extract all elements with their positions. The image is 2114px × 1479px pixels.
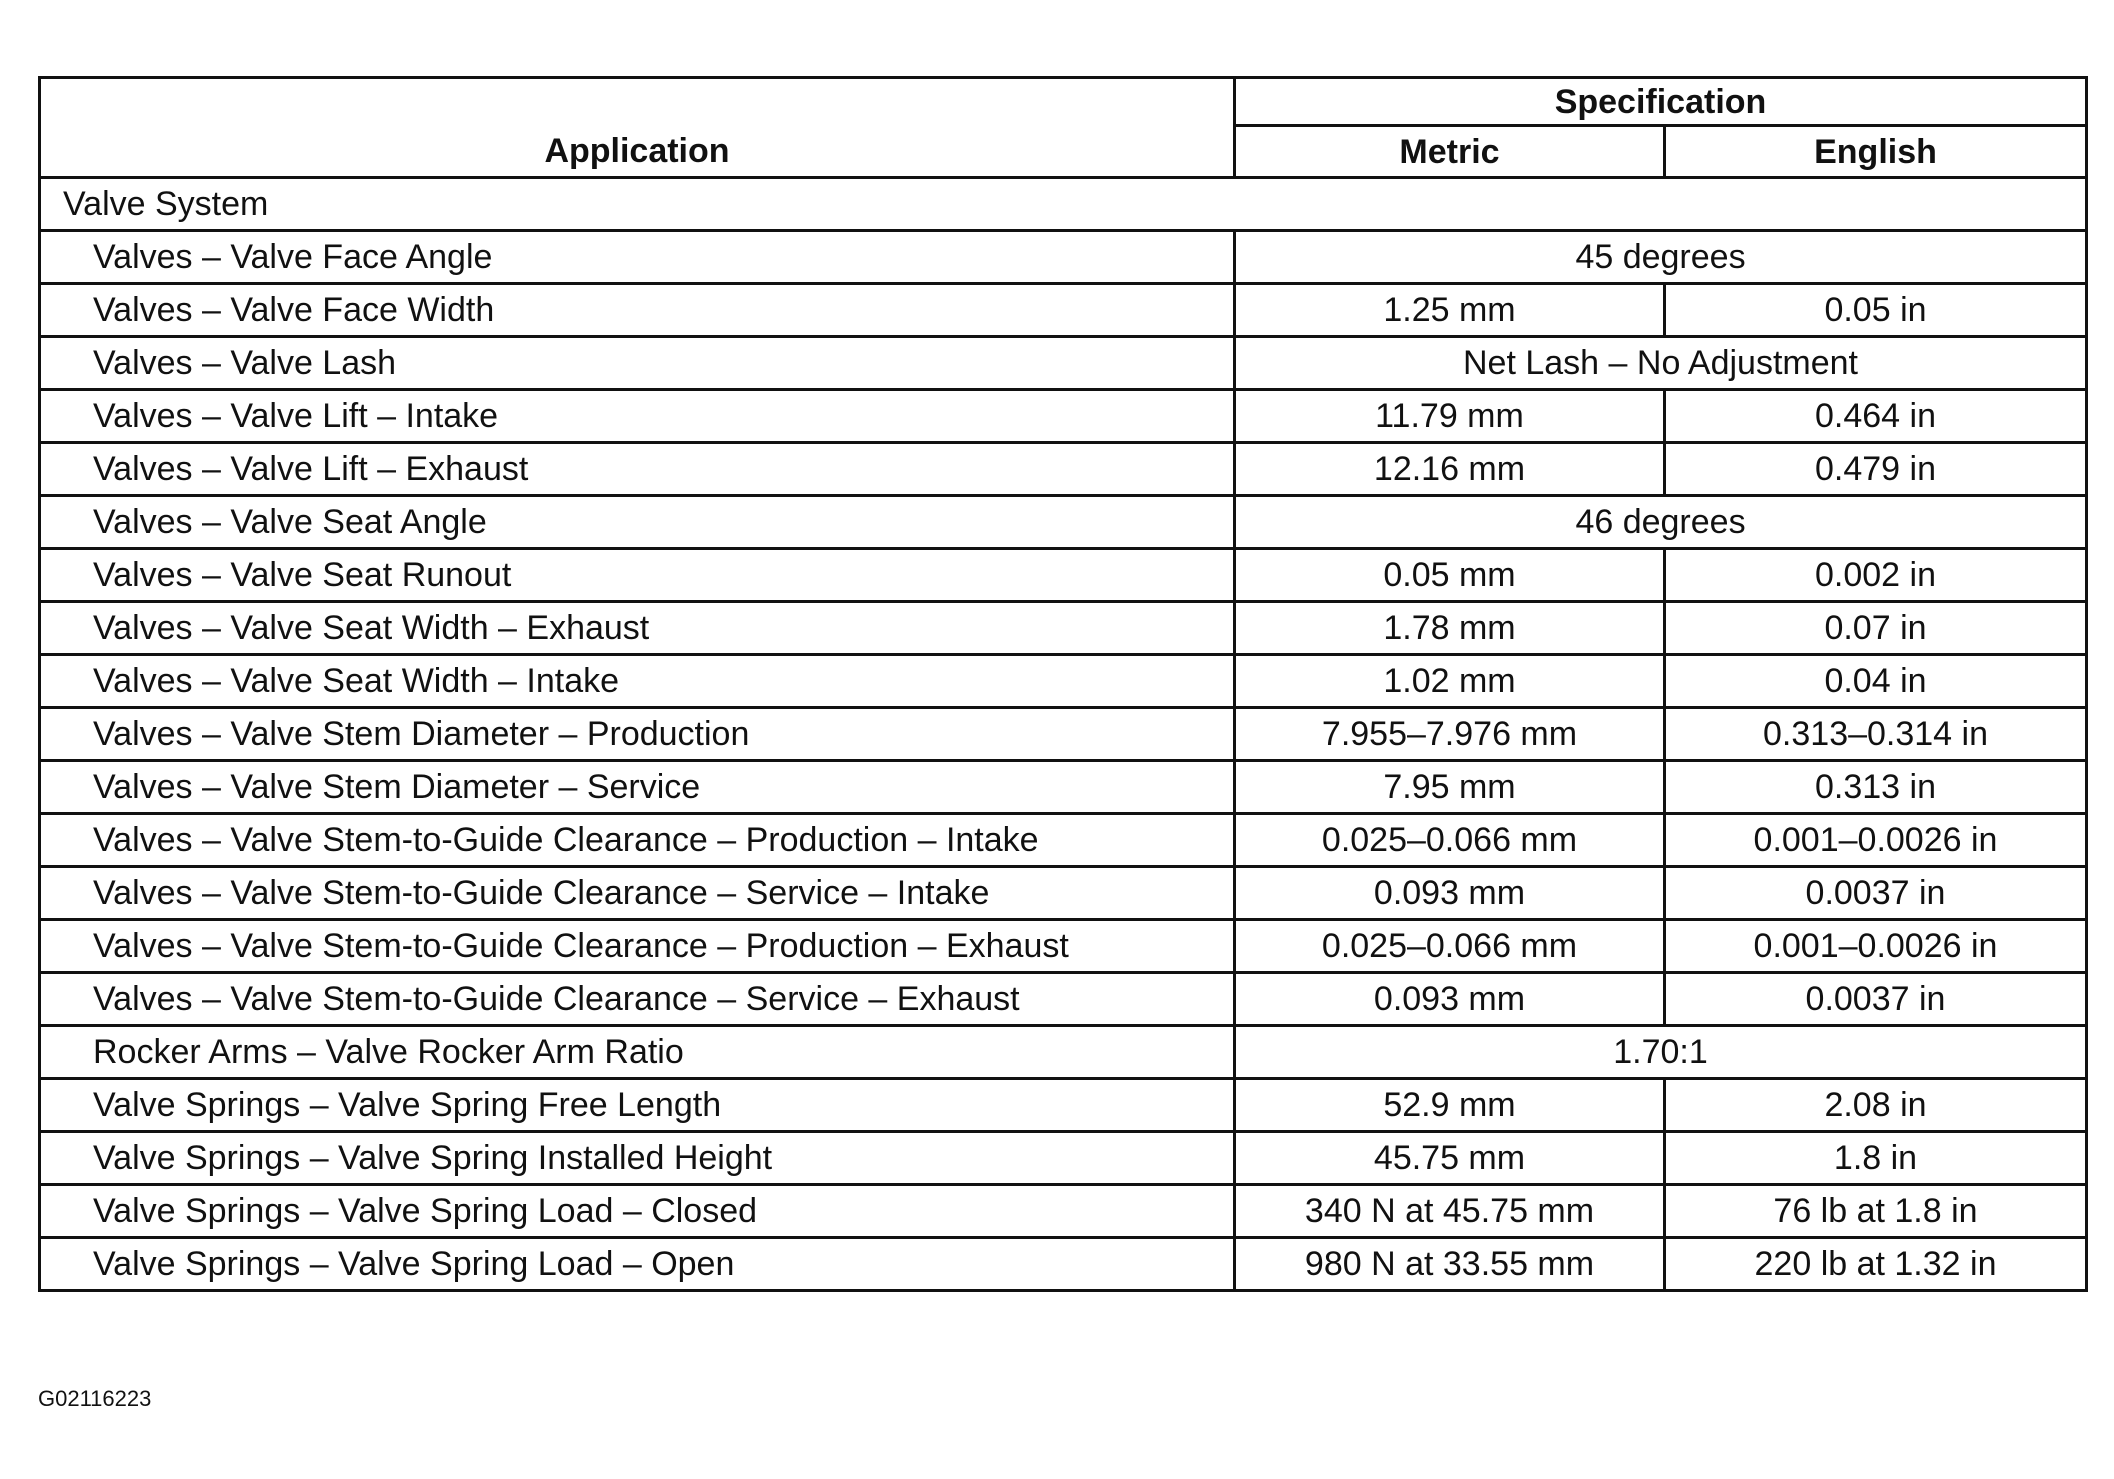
application-cell: Valves – Valve Seat Runout bbox=[40, 549, 1235, 602]
metric-cell: 12.16 mm bbox=[1235, 443, 1665, 496]
application-cell: Valve Springs – Valve Spring Free Length bbox=[40, 1079, 1235, 1132]
application-cell: Valves – Valve Stem Diameter – Service bbox=[40, 761, 1235, 814]
specification-header: Specification bbox=[1235, 78, 2087, 126]
table-row bbox=[40, 443, 2087, 496]
table-row bbox=[40, 708, 2087, 761]
application-cell: Valve Springs – Valve Spring Load – Open bbox=[40, 1238, 1235, 1291]
application-cell: Valves – Valve Lift – Exhaust bbox=[40, 443, 1235, 496]
application-cell: Valves – Valve Face Width bbox=[40, 284, 1235, 337]
section-title: Valve System bbox=[40, 178, 2087, 231]
table-row bbox=[40, 973, 2087, 1026]
english-cell: 0.313–0.314 in bbox=[1665, 708, 2087, 761]
english-cell: 220 lb at 1.32 in bbox=[1665, 1238, 2087, 1291]
table-row bbox=[40, 655, 2087, 708]
table-row bbox=[40, 1079, 2087, 1132]
combined-spec-cell: 46 degrees bbox=[1235, 496, 2087, 549]
application-cell: Valve Springs – Valve Spring Load – Closed bbox=[40, 1185, 1235, 1238]
english-header: English bbox=[1665, 126, 2087, 178]
table-row bbox=[40, 337, 2087, 390]
combined-spec-cell: Net Lash – No Adjustment bbox=[1235, 337, 2087, 390]
metric-header: Metric bbox=[1235, 126, 1665, 178]
english-cell: 2.08 in bbox=[1665, 1079, 2087, 1132]
metric-cell: 45.75 mm bbox=[1235, 1132, 1665, 1185]
application-cell: Valve Springs – Valve Spring Installed Height bbox=[40, 1132, 1235, 1185]
spec-table bbox=[38, 76, 2088, 1292]
combined-spec-cell: 1.70:1 bbox=[1235, 1026, 2087, 1079]
table-row bbox=[40, 920, 2087, 973]
english-cell: 1.8 in bbox=[1665, 1132, 2087, 1185]
application-header: Application bbox=[40, 78, 1235, 178]
table-row bbox=[40, 1132, 2087, 1185]
application-cell: Valves – Valve Seat Width – Exhaust bbox=[40, 602, 1235, 655]
application-cell: Valves – Valve Face Angle bbox=[40, 231, 1235, 284]
english-cell: 0.464 in bbox=[1665, 390, 2087, 443]
table-row bbox=[40, 549, 2087, 602]
application-cell: Valves – Valve Seat Width – Intake bbox=[40, 655, 1235, 708]
english-cell: 0.05 in bbox=[1665, 284, 2087, 337]
table-row bbox=[40, 231, 2087, 284]
table-row bbox=[40, 496, 2087, 549]
table-row bbox=[40, 814, 2087, 867]
section-row bbox=[40, 178, 2087, 231]
metric-cell: 1.78 mm bbox=[1235, 602, 1665, 655]
metric-cell: 1.25 mm bbox=[1235, 284, 1665, 337]
figure-id: G02116223 bbox=[38, 1386, 152, 1411]
application-cell: Valves – Valve Stem-to-Guide Clearance – Service – Exhaust bbox=[40, 973, 1235, 1026]
table-row bbox=[40, 602, 2087, 655]
english-cell: 76 lb at 1.8 in bbox=[1665, 1185, 2087, 1238]
metric-cell: 0.025–0.066 mm bbox=[1235, 920, 1665, 973]
application-cell: Valves – Valve Stem-to-Guide Clearance – Production – Exhaust bbox=[40, 920, 1235, 973]
table-row bbox=[40, 867, 2087, 920]
application-cell: Valves – Valve Seat Angle bbox=[40, 496, 1235, 549]
english-cell: 0.479 in bbox=[1665, 443, 2087, 496]
application-cell: Valves – Valve Lash bbox=[40, 337, 1235, 390]
metric-cell: 0.093 mm bbox=[1235, 973, 1665, 1026]
metric-cell: 0.05 mm bbox=[1235, 549, 1665, 602]
combined-spec-cell: 45 degrees bbox=[1235, 231, 2087, 284]
metric-cell: 340 N at 45.75 mm bbox=[1235, 1185, 1665, 1238]
table-body bbox=[40, 178, 2087, 1291]
english-cell: 0.313 in bbox=[1665, 761, 2087, 814]
english-cell: 0.001–0.0026 in bbox=[1665, 920, 2087, 973]
metric-cell: 1.02 mm bbox=[1235, 655, 1665, 708]
english-cell: 0.0037 in bbox=[1665, 973, 2087, 1026]
table-row bbox=[40, 1238, 2087, 1291]
table-header bbox=[40, 78, 2087, 178]
metric-cell: 11.79 mm bbox=[1235, 390, 1665, 443]
application-cell: Valves – Valve Lift – Intake bbox=[40, 390, 1235, 443]
english-cell: 0.0037 in bbox=[1665, 867, 2087, 920]
english-cell: 0.04 in bbox=[1665, 655, 2087, 708]
metric-cell: 0.093 mm bbox=[1235, 867, 1665, 920]
header-row-top bbox=[40, 78, 2087, 126]
english-cell: 0.002 in bbox=[1665, 549, 2087, 602]
table-row bbox=[40, 284, 2087, 337]
english-cell: 0.001–0.0026 in bbox=[1665, 814, 2087, 867]
metric-cell: 980 N at 33.55 mm bbox=[1235, 1238, 1665, 1291]
table-row bbox=[40, 1026, 2087, 1079]
english-cell: 0.07 in bbox=[1665, 602, 2087, 655]
application-cell: Valves – Valve Stem Diameter – Production bbox=[40, 708, 1235, 761]
table-row bbox=[40, 761, 2087, 814]
table-row bbox=[40, 1185, 2087, 1238]
metric-cell: 0.025–0.066 mm bbox=[1235, 814, 1665, 867]
metric-cell: 7.955–7.976 mm bbox=[1235, 708, 1665, 761]
metric-cell: 52.9 mm bbox=[1235, 1079, 1665, 1132]
metric-cell: 7.95 mm bbox=[1235, 761, 1665, 814]
application-cell: Valves – Valve Stem-to-Guide Clearance – Service – Intake bbox=[40, 867, 1235, 920]
application-cell: Valves – Valve Stem-to-Guide Clearance – Production – Intake bbox=[40, 814, 1235, 867]
table-row bbox=[40, 390, 2087, 443]
application-cell: Rocker Arms – Valve Rocker Arm Ratio bbox=[40, 1026, 1235, 1079]
